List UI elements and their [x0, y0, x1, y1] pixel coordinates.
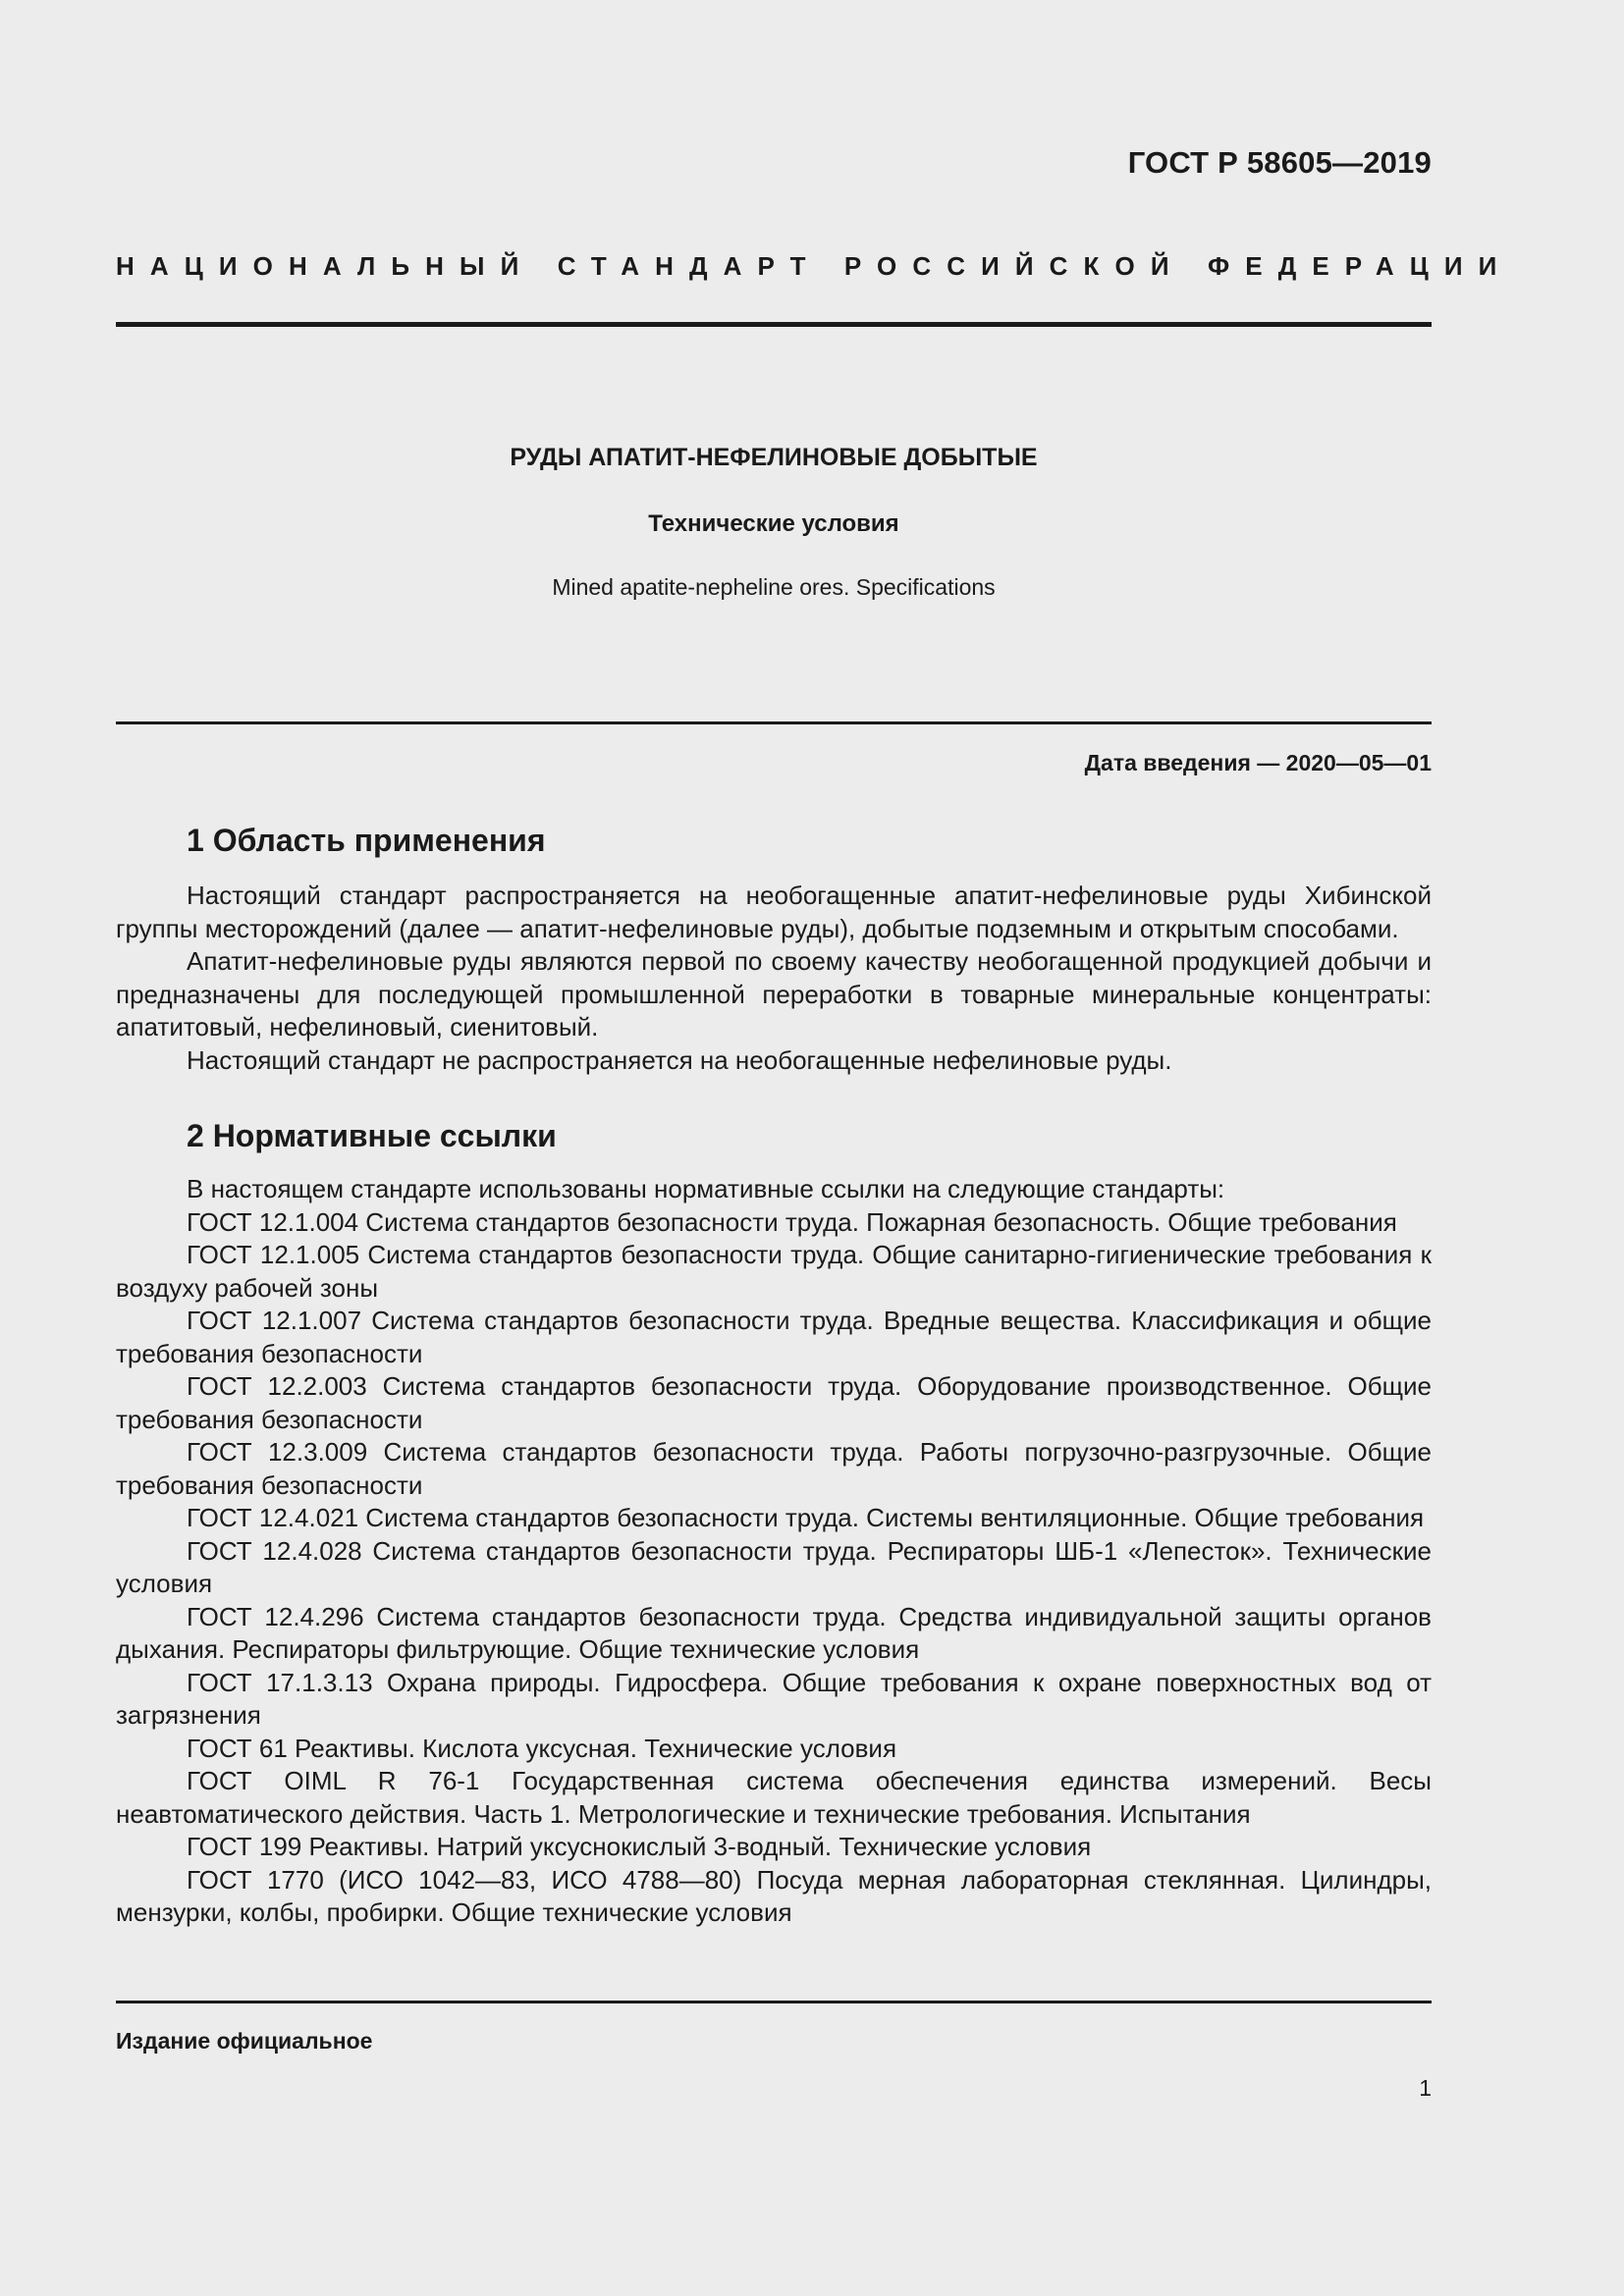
paragraph: Апатит-нефелиновые руды являются первой по своему качеству необогащенной продукцией добычи и предназначены для последующей промышленной переработки в товарные минеральные концентраты: апатитовый, нефелиновый, сиенитовый. — [116, 946, 1432, 1041]
reference-item: В настоящем стандарте использованы нормативные ссылки на следующие стандарты: — [187, 1174, 1225, 1203]
reference-item: ГОСТ 12.4.028 Система стандартов безопасности труда. Респираторы ШБ-1 «Лепесток». Технические условия — [116, 1535, 1432, 1598]
document-subtitle: Технические условия — [648, 510, 899, 537]
section-1-heading: 1 Область применения — [187, 823, 546, 858]
footer-divider — [116, 2001, 1432, 2003]
paragraph: Настоящий стандарт не распространяется на необогащенные нефелиновые руды. — [187, 1044, 1172, 1075]
paragraph: Настоящий стандарт распространяется на необогащенные апатит-нефелиновые руды Хибинской группы месторождений (далее — апатит-нефелиновые руды), добытые подземным и открытым способами. — [116, 881, 1432, 943]
reference-item: ГОСТ 1770 (ИСО 1042—83, ИСО 4788—80) Посуда мерная лабораторная стеклянная. Цилиндры, мензурки, колбы, пробирки. Общие технические условия — [116, 1864, 1432, 1927]
document-number: ГОСТ Р 58605—2019 — [1127, 145, 1432, 180]
reference-item: ГОСТ 12.1.004 Система стандартов безопасности труда. Пожарная безопасность. Общие требования — [187, 1206, 1397, 1237]
reference-item: ГОСТ 199 Реактивы. Натрий уксуснокислый 3-водный. Технические условия — [187, 1832, 1092, 1861]
document-title-english: Mined apatite-nepheline ores. Specifications — [552, 574, 996, 600]
reference-item: ГОСТ OIML R 76-1 Государственная система обеспечения единства измерений. Весы неавтоматического действия. Часть 1. Метрологические и технические требования. Испытания — [116, 1766, 1432, 1829]
reference-item: ГОСТ 61 Реактивы. Кислота уксусная. Технические условия — [187, 1733, 897, 1763]
introduction-date: Дата введения — 2020—05—01 — [1084, 750, 1432, 775]
reference-item: ГОСТ 17.1.3.13 Охрана природы. Гидросфера. Общие требования к охране поверхностных вод от загрязнения — [116, 1667, 1432, 1730]
section-2-body — [116, 1173, 1432, 1930]
document-title: РУДЫ АПАТИТ-НЕФЕЛИНОВЫЕ ДОБЫТЫЕ — [510, 444, 1038, 471]
reference-item: ГОСТ 12.4.021 Система стандартов безопасности труда. Системы вентиляционные. Общие требования — [187, 1503, 1425, 1532]
title-divider — [116, 721, 1432, 724]
reference-item: ГОСТ 12.2.003 Система стандартов безопасности труда. Оборудование производственное. Общие требования безопасности — [116, 1371, 1432, 1434]
section-2-heading: 2 Нормативные ссылки — [187, 1118, 557, 1153]
national-standard-banner: НАЦИОНАЛЬНЫЙ СТАНДАРТ РОССИЙСКОЙ ФЕДЕРАЦИИ — [116, 251, 1513, 281]
page-number: 1 — [1419, 2075, 1432, 2101]
header-divider — [116, 322, 1432, 327]
reference-item: ГОСТ 12.4.296 Система стандартов безопасности труда. Средства индивидуальной защиты органов дыхания. Респираторы фильтрующие. Общие технические условия — [116, 1601, 1432, 1664]
section-1-body — [116, 880, 1432, 1077]
reference-item: ГОСТ 12.1.007 Система стандартов безопасности труда. Вредные вещества. Классификация и общие требования безопасности — [116, 1306, 1432, 1368]
reference-item: ГОСТ 12.1.005 Система стандартов безопасности труда. Общие санитарно-гигиенические требования к воздуху рабочей зоны — [116, 1240, 1432, 1303]
official-edition-label: Издание официальное — [116, 2028, 373, 2054]
reference-item: ГОСТ 12.3.009 Система стандартов безопасности труда. Работы погрузочно-разгрузочные. Общие требования безопасности — [116, 1437, 1432, 1500]
